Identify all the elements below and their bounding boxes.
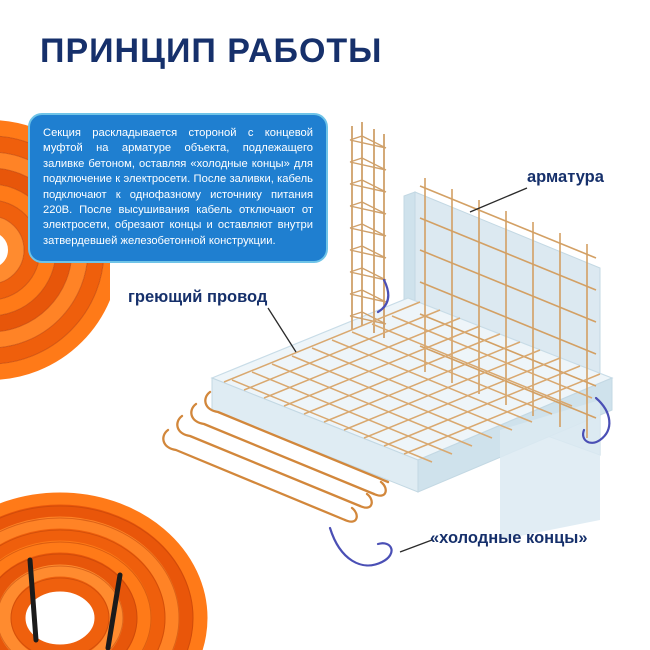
leader-heating-wire [268, 308, 296, 352]
cable-tie-icon [30, 560, 120, 648]
description-callout: Секция раскладывается стороной с концевой муфтой на арматуре объекта, подлежащего заливке бетоном, оставляя «холодные концы» для подключение к электросети. После заливки, кабель подключают к однофазному источнику питания 220В. После высушивания кабель отключают от электросети, обрезают концы и оставляют внутри затвердевшей железобетонной конструкции. [28, 113, 328, 263]
leader-cold-ends [400, 540, 432, 552]
label-armature: арматура [527, 168, 604, 186]
rebar-column [350, 122, 386, 338]
cable-coil-bottom-left [0, 500, 200, 650]
label-cold-ends: «холодные концы» [430, 529, 588, 547]
label-heating-wire: греющий провод [128, 288, 268, 306]
page-title: ПРИНЦИП РАБОТЫ [40, 32, 383, 70]
